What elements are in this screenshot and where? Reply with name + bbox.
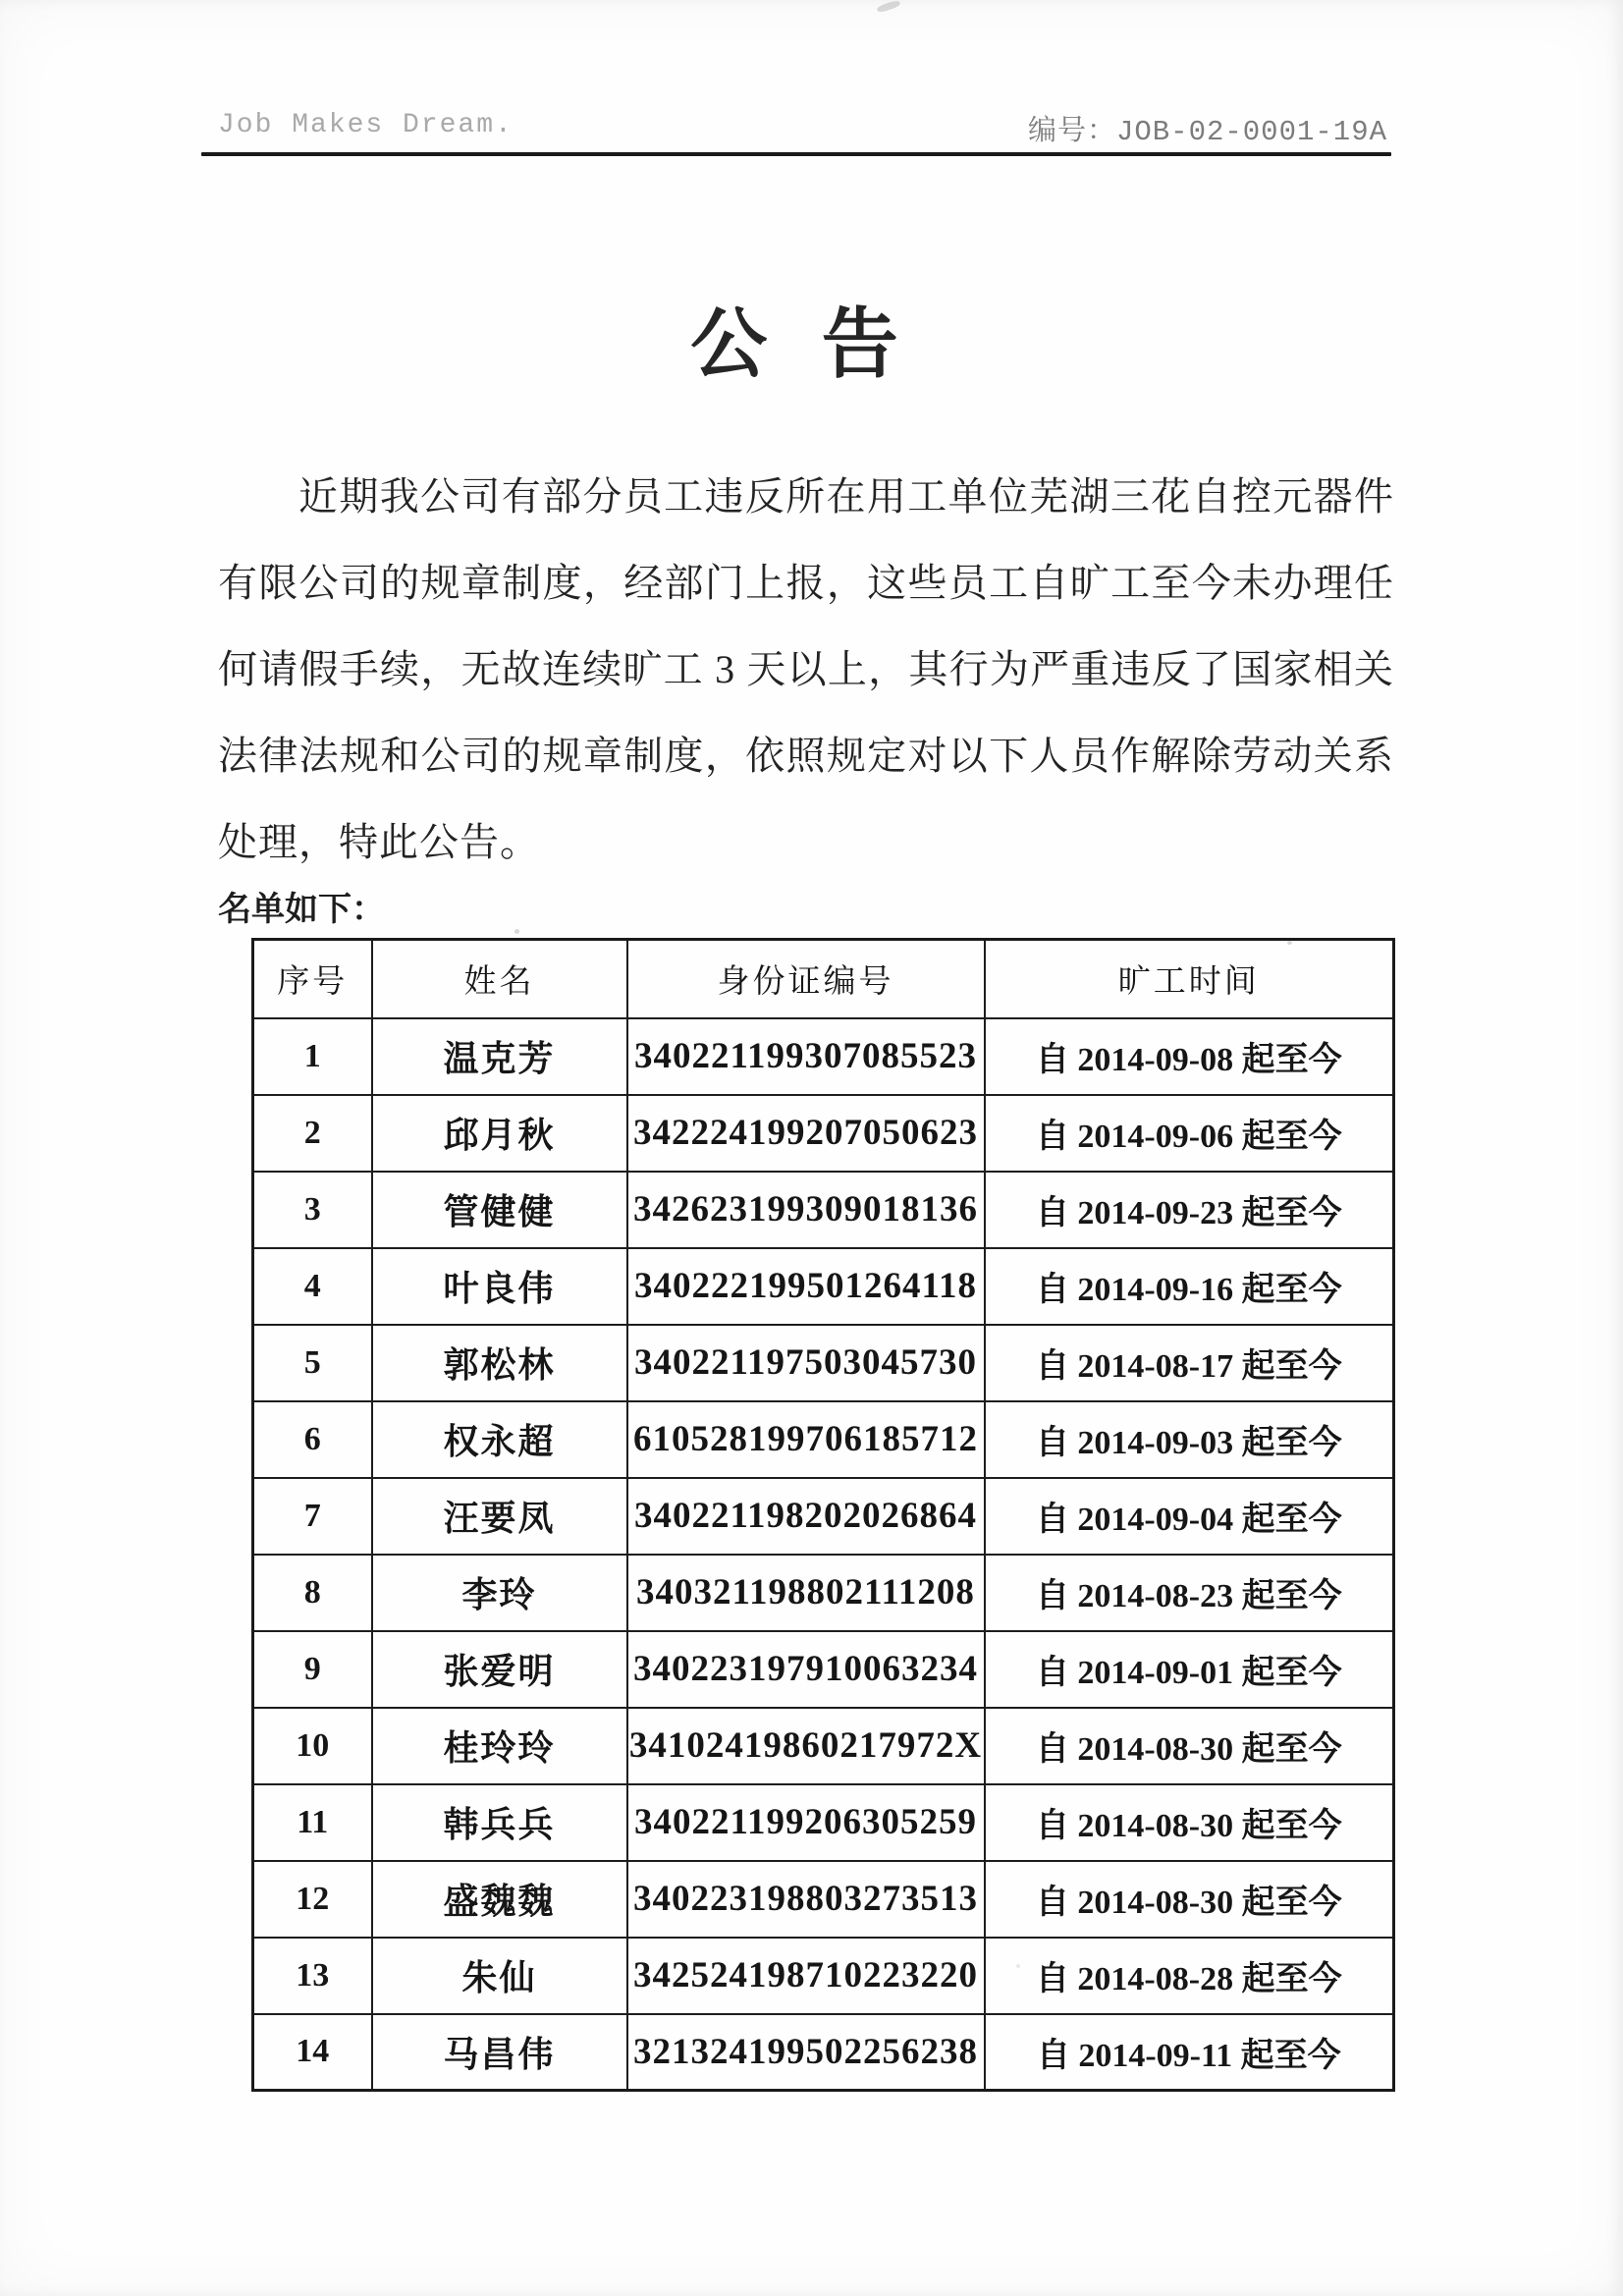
row-number-cell: 14 (253, 2014, 372, 2091)
header-slogan: Job Makes Dream. (218, 110, 514, 140)
employee-name-cell: 张爱明 (372, 1631, 627, 1708)
absence-period-cell: 自 2014-08-30 起至今 (985, 1784, 1394, 1861)
absence-period-cell: 自 2014-09-23 起至今 (985, 1172, 1394, 1248)
absence-period-cell: 自 2014-09-08 起至今 (985, 1018, 1394, 1095)
absence-period-cell: 自 2014-09-11 起至今 (985, 2014, 1394, 2091)
absence-period-cell: 自 2014-08-30 起至今 (985, 1708, 1394, 1784)
absence-period-cell: 自 2014-08-30 起至今 (985, 1861, 1394, 1938)
table-row (253, 1708, 1394, 1784)
row-number-cell: 9 (253, 1631, 372, 1708)
employee-name-cell: 李玲 (372, 1555, 627, 1631)
table-row (253, 1018, 1394, 1095)
employee-name-cell: 朱仙 (372, 1938, 627, 2014)
row-number-cell: 2 (253, 1095, 372, 1172)
id-number-cell: 321324199502256238 (627, 2014, 985, 2091)
id-number-cell: 342524198710223220 (627, 1938, 985, 2014)
employee-name-cell: 管健健 (372, 1172, 627, 1248)
id-number-cell: 340221197503045730 (627, 1325, 985, 1401)
table-row (253, 1938, 1394, 2014)
scan-speck (1016, 1964, 1020, 1968)
employee-name-cell: 韩兵兵 (372, 1784, 627, 1861)
table-row (253, 1095, 1394, 1172)
table-row (253, 1861, 1394, 1938)
row-number-cell: 6 (253, 1401, 372, 1478)
row-number-cell: 13 (253, 1938, 372, 2014)
row-number-cell: 12 (253, 1861, 372, 1938)
employee-name-cell: 温克芳 (372, 1018, 627, 1095)
employee-name-cell: 邱月秋 (372, 1095, 627, 1172)
id-number-cell: 340321198802111208 (627, 1555, 985, 1631)
employee-name-cell: 马昌伟 (372, 2014, 627, 2091)
scan-speck (1287, 941, 1292, 945)
id-number-cell: 340223198803273513 (627, 1861, 985, 1938)
employee-name-cell: 盛魏魏 (372, 1861, 627, 1938)
employee-name-cell: 桂玲玲 (372, 1708, 627, 1784)
header-doc-number: 编号：JOB-02-0001-19A (1027, 116, 1387, 148)
row-number-cell: 3 (253, 1172, 372, 1248)
employee-name-cell: 郭松林 (372, 1325, 627, 1401)
notice-paragraph: 近期我公司有部分员工违反所在用工单位芜湖三花自控元器件有限公司的规章制度，经部门上报，这些员工自旷工至今未办理任何请假手续，无故连续旷工 3 天以上，其行为严重违反了国家相关法律法规和公司的规章制度，依照规定对以下人员作解除劳动关系处理，特此公告。 (218, 474, 1394, 864)
column-header-id-number: 身份证编号 (627, 940, 985, 1018)
scan-speck (514, 929, 519, 934)
employee-name-cell: 汪要凤 (372, 1478, 627, 1555)
id-number-cell: 34102419860217972X (627, 1708, 985, 1784)
column-header-index: 序号 (253, 940, 372, 1018)
absence-period-cell: 自 2014-09-01 起至今 (985, 1631, 1394, 1708)
table-row (253, 1478, 1394, 1555)
row-number-cell: 1 (253, 1018, 372, 1095)
row-number-cell: 4 (253, 1248, 372, 1325)
row-number-cell: 7 (253, 1478, 372, 1555)
table-row (253, 1172, 1394, 1248)
table-row (253, 1401, 1394, 1478)
id-number-cell: 610528199706185712 (627, 1401, 985, 1478)
id-number-cell: 340221199206305259 (627, 1784, 985, 1861)
row-number-cell: 10 (253, 1708, 372, 1784)
notice-table-body (253, 1018, 1394, 2091)
row-number-cell: 5 (253, 1325, 372, 1401)
column-header-absence-period: 旷工时间 (985, 940, 1394, 1018)
absence-period-cell: 自 2014-09-03 起至今 (985, 1401, 1394, 1478)
column-header-name: 姓名 (372, 940, 627, 1018)
table-row (253, 1248, 1394, 1325)
table-row (253, 1784, 1394, 1861)
scan-speck (877, 0, 901, 14)
id-number-cell: 340221199307085523 (627, 1018, 985, 1095)
employee-name-cell: 权永超 (372, 1401, 627, 1478)
table-header-row (253, 940, 1394, 1018)
table-row (253, 2014, 1394, 2091)
absence-period-cell: 自 2014-08-17 起至今 (985, 1325, 1394, 1401)
id-number-cell: 340222199501264118 (627, 1248, 985, 1325)
absence-period-cell: 自 2014-09-04 起至今 (985, 1478, 1394, 1555)
employee-name-cell: 叶良伟 (372, 1248, 627, 1325)
id-number-cell: 342224199207050623 (627, 1095, 985, 1172)
row-number-cell: 11 (253, 1784, 372, 1861)
absence-period-cell: 自 2014-08-23 起至今 (985, 1555, 1394, 1631)
absence-period-cell: 自 2014-08-28 起至今 (985, 1938, 1394, 2014)
header-rule (201, 152, 1391, 156)
table-row (253, 1555, 1394, 1631)
id-number-cell: 340223197910063234 (627, 1631, 985, 1708)
table-row (253, 1325, 1394, 1401)
table-row (253, 1631, 1394, 1708)
id-number-cell: 342623199309018136 (627, 1172, 985, 1248)
list-label: 名单如下： (218, 892, 385, 928)
id-number-cell: 340221198202026864 (627, 1478, 985, 1555)
absence-period-cell: 自 2014-09-16 起至今 (985, 1248, 1394, 1325)
row-number-cell: 8 (253, 1555, 372, 1631)
page-title: 公 告 (690, 301, 902, 387)
absence-period-cell: 自 2014-09-06 起至今 (985, 1095, 1394, 1172)
dismissal-table (251, 938, 1395, 2092)
